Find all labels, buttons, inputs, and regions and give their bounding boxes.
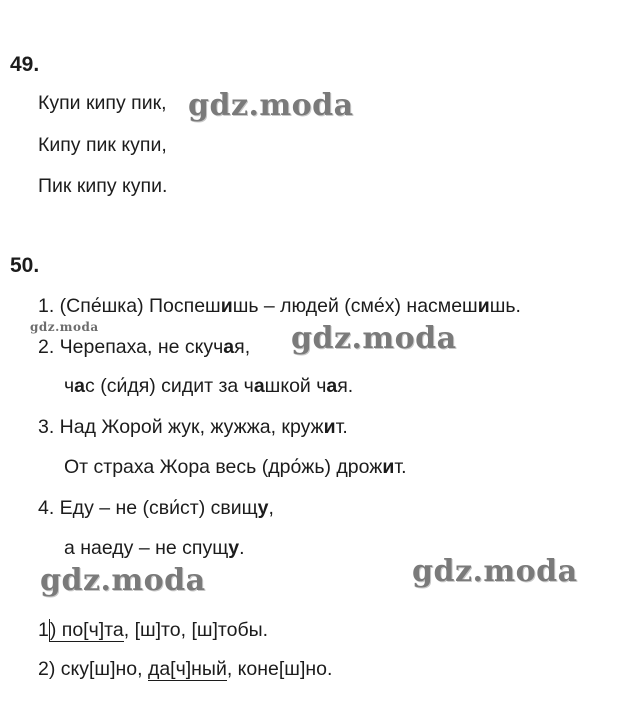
watermark-small: gdz.moda: [30, 320, 99, 334]
watermark-3: gdz.moda: [40, 563, 206, 598]
ex50-line-2: 2. Черепаха, не скучая,: [38, 336, 251, 358]
ex49-line-3: Пик кипу купи.: [38, 175, 168, 197]
ex50-line-6: 4. Еду – не (сви́ст) свищу,: [38, 497, 274, 519]
ex50-line-1: 1. (Спе́шка) Поспешишь – людей (сме́х) насмешишь.: [38, 295, 521, 317]
ex50-line-7: а наеду – не спущу.: [64, 537, 245, 559]
watermark-4: gdz.moda: [412, 554, 578, 589]
ex50-line-5: От страха Жора весь (дро́жь) дрожит.: [64, 456, 407, 478]
exercise-50-number: 50.: [10, 254, 40, 277]
watermark-1: gdz.moda: [188, 88, 354, 123]
ex49-line-1: Купи кипу пик,: [38, 92, 167, 114]
ex50-line-4: 3. Над Жорой жук, жужжа, кружит.: [38, 416, 348, 438]
ex50-line-3: час (си́дя) сидит за чашкой чая.: [64, 375, 354, 397]
ex49-line-2: Кипу пик купи,: [38, 134, 167, 156]
exercise-49-number: 49.: [10, 53, 40, 76]
ex50-phonetic-2: 2) ску[ш]но, да[ч]ный, коне[ш]но.: [38, 658, 333, 680]
ex50-phonetic-1: 1) по[ч]та, [ш]то, [ш]тобы.: [38, 619, 269, 641]
watermark-2: gdz.moda: [291, 321, 457, 356]
